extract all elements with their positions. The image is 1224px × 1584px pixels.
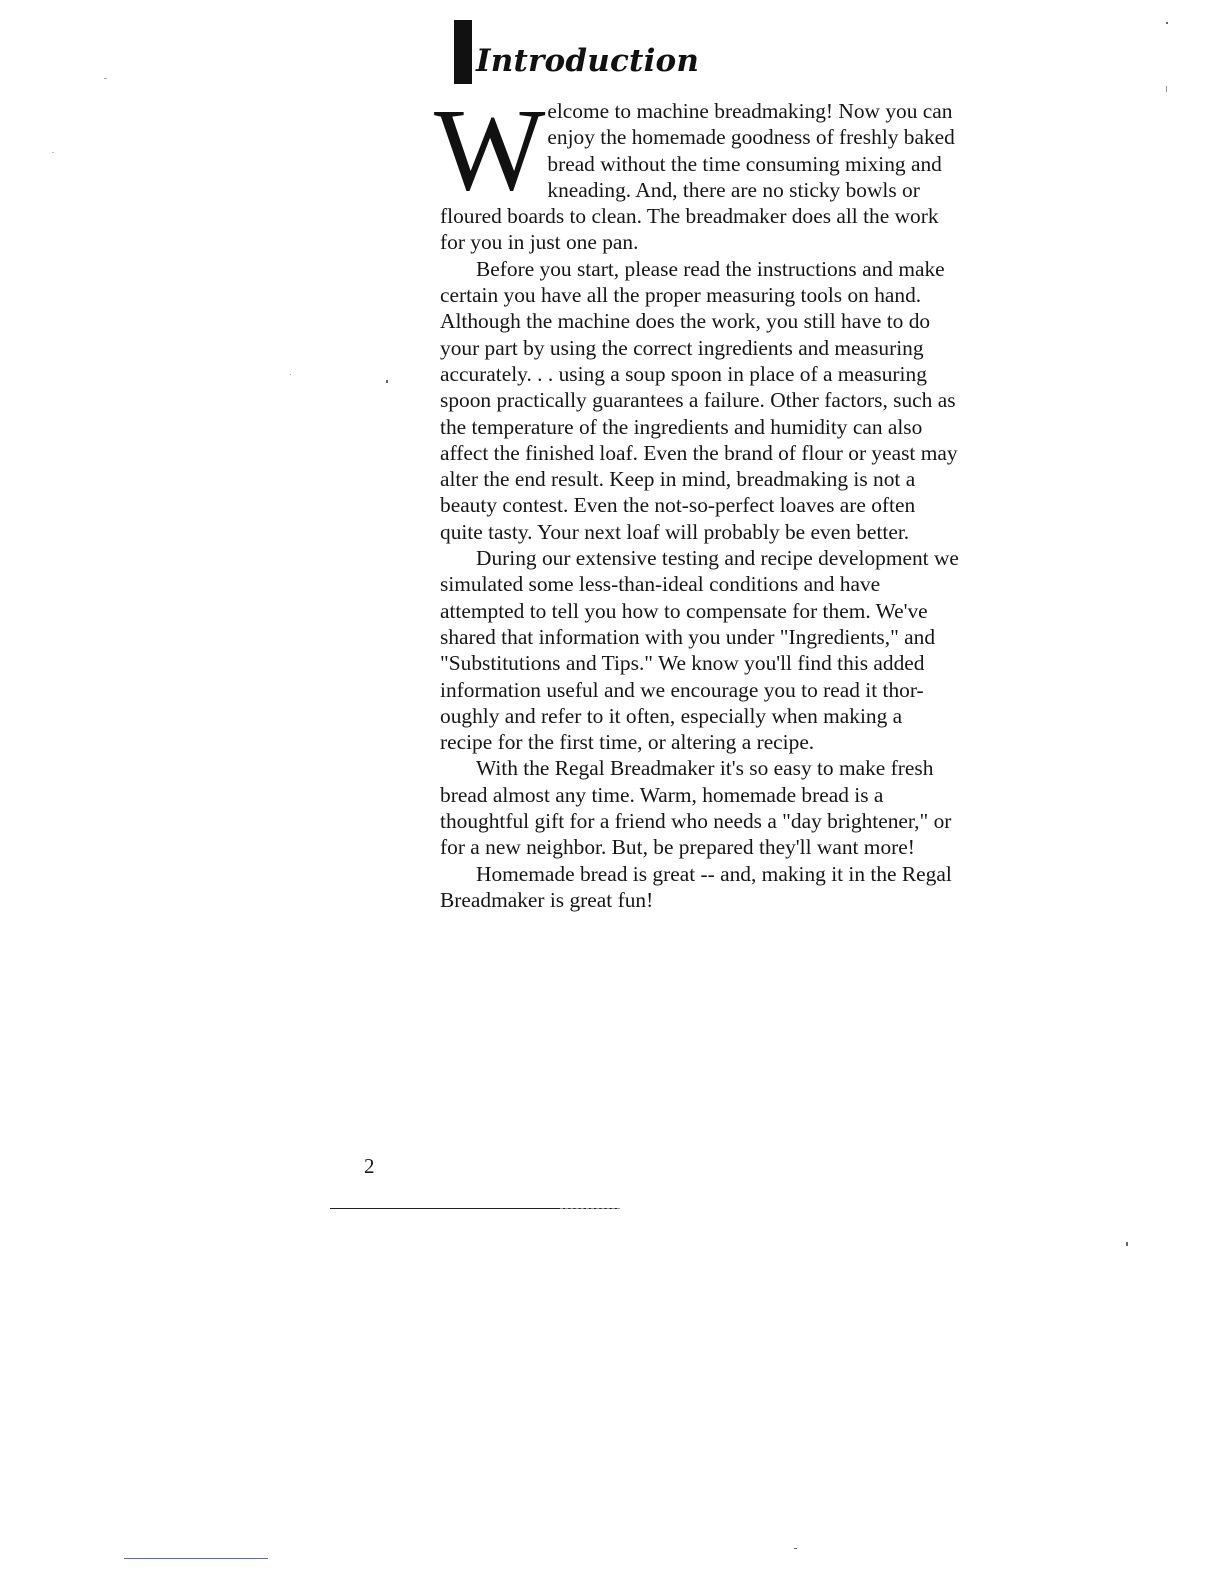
- paragraph-line: beauty contest. Even the not-so-perfect loaves are often: [440, 493, 916, 518]
- scan-speck: [290, 374, 291, 375]
- paragraph-line: "Substitutions and Tips." We know you'll find this added: [440, 651, 925, 676]
- paragraph-line: bread almost any time. Warm, homemade bread is a: [440, 782, 884, 807]
- intro-line: floured boards to clean. The breadmaker does all the work: [440, 204, 939, 229]
- heading-marker-bar: [454, 20, 472, 84]
- paragraph-line: During our extensive testing and recipe development we: [476, 546, 959, 571]
- paragraph-closing: [440, 861, 1040, 914]
- intro-paragraph: [434, 84, 1040, 256]
- paragraph-preparation: [440, 256, 1040, 545]
- body-text: [434, 84, 1040, 913]
- paragraph-line: simulated some less-than-ideal conditions and have: [440, 572, 881, 597]
- page-title: Introduction: [476, 43, 700, 79]
- paragraph-line: for a new neighbor. But, be prepared they'll want more!: [440, 835, 915, 860]
- paragraph-line: With the Regal Breadmaker it's so easy to make fresh: [476, 756, 934, 781]
- paragraph-line: your part by using the correct ingredients and measuring: [440, 335, 924, 360]
- paragraph-line: the temperature of the ingredients and humidity can also: [440, 414, 923, 439]
- scan-speck: [1166, 22, 1168, 24]
- scan-speck: [104, 78, 107, 79]
- intro-line: enjoy the homemade goodness of freshly baked: [547, 125, 955, 150]
- drop-cap: W: [434, 84, 546, 215]
- intro-line: bread without the time consuming mixing and: [547, 151, 942, 176]
- paragraph-line: shared that information with you under "Ingredients," and: [440, 624, 936, 649]
- bottom-rule-divider: [330, 1208, 620, 1209]
- paragraph-line: spoon practically guarantees a failure. Other factors, such as: [440, 388, 956, 413]
- paragraph-line: thoughtful gift for a friend who needs a "day brightener," or: [440, 809, 952, 834]
- paragraph-line: information useful and we encourage you to read it thor-: [440, 677, 924, 702]
- paragraph-line: quite tasty. Your next loaf will probably be even better.: [440, 519, 910, 544]
- paragraph-line: Breadmaker is great fun!: [440, 887, 654, 912]
- footer-rule-divider: [124, 1558, 268, 1559]
- paragraph-gift: [440, 755, 1040, 860]
- paragraph-testing: [440, 545, 1040, 755]
- intro-line: for you in just one pan.: [440, 230, 639, 255]
- scan-speck: [1166, 86, 1167, 92]
- paragraph-line: recipe for the first time, or altering a recipe.: [440, 730, 815, 755]
- paragraph-line: attempted to tell you how to compensate for them. We've: [440, 598, 928, 623]
- paragraph-line: certain you have all the proper measuring tools on hand.: [440, 283, 922, 308]
- page-number: 2: [364, 1154, 375, 1178]
- paragraph-line: oughly and refer to it often, especially when making a: [440, 703, 903, 728]
- paragraph-line: accurately. . . using a soup spoon in place of a measuring: [440, 361, 927, 386]
- scan-speck: [1126, 1242, 1128, 1246]
- intro-line: elcome to machine breadmaking! Now you can: [547, 99, 953, 123]
- paragraph-line: Homemade bread is great -- and, making it in the Regal: [476, 861, 952, 886]
- scan-speck: [52, 152, 54, 153]
- paragraph-line: Although the machine does the work, you still have to do: [440, 309, 931, 334]
- scan-speck: [386, 380, 388, 383]
- paragraph-line: affect the finished loaf. Even the brand of flour or yeast may: [440, 440, 958, 465]
- scan-speck: [794, 1548, 797, 1549]
- paragraph-line: Before you start, please read the instructions and make: [476, 256, 945, 281]
- section-heading: [454, 20, 699, 84]
- intro-line: kneading. And, there are no sticky bowls or: [547, 177, 920, 202]
- paragraph-line: alter the end result. Keep in mind, breadmaking is not a: [440, 467, 916, 492]
